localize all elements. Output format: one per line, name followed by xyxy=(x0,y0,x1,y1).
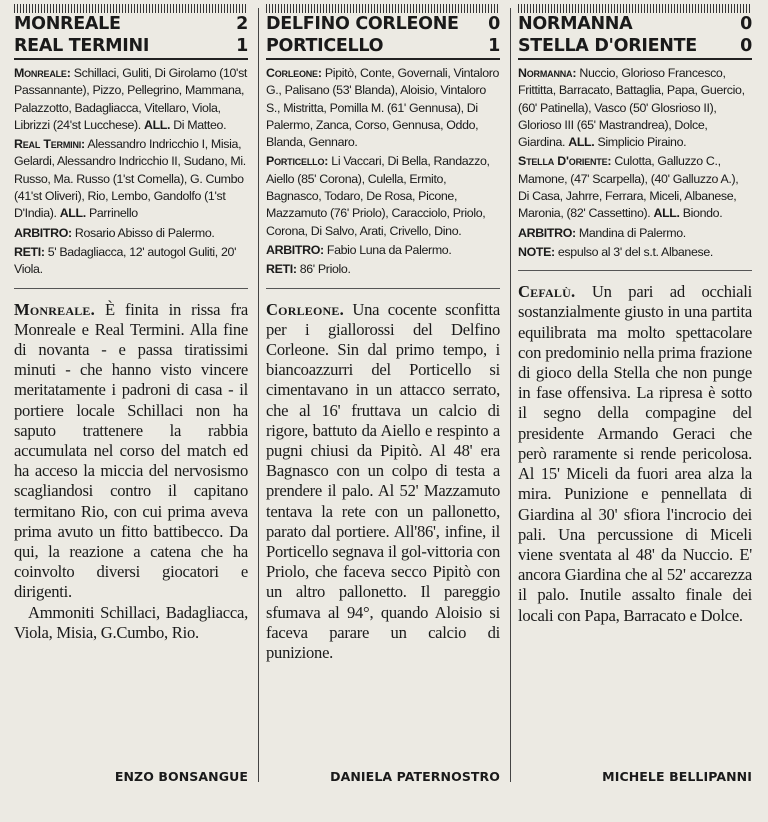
away-lineup-label: Real Termini: xyxy=(14,137,85,152)
header-hatch xyxy=(14,4,248,13)
home-team-score: 2 xyxy=(236,14,248,34)
section-divider xyxy=(14,288,248,289)
header-hatch xyxy=(266,4,500,13)
away-coach: Biondo. xyxy=(682,206,723,221)
goals-block xyxy=(266,261,500,278)
score-row-away xyxy=(14,35,248,60)
column-rule-left xyxy=(258,8,259,782)
referee: Mandina di Palermo. xyxy=(578,225,686,240)
match-sheet xyxy=(266,65,500,279)
match-column-monreale xyxy=(14,0,248,790)
notes-block xyxy=(518,244,752,261)
goals-block xyxy=(14,244,248,279)
report-text: È finita in rissa fra Monreale e Real Termini. Alla fine di novanta - e passa tiratissimi minuti - che hanno visto vincere meritatamente i padroni di casa - il portiere locale Schillaci non ha saputo trattenere la rabbia accumulata nel corso del match ed ha acceso la miccia del nervosismo scagliandosi contro il capitano termitano Rio, con cui prima aveva prima avuto un fitto battibecco. Da qui, la reazione a catena che ha coinvolto diversi giocatori e dirigenti. xyxy=(14,299,248,602)
away-lineup: Culotta, Galluzzo C., Mamone, (47' Scarpella), (40' Galluzzo A.), Di Casa, Jahrre, Ferrara, Miceli, Albanese, Maronia, (82' Cassettino). xyxy=(518,154,739,221)
byline: ENZO BONSANGUE xyxy=(114,769,248,784)
report-paragraph xyxy=(518,282,752,625)
match-column-normanna xyxy=(518,0,752,790)
match-column-corleone xyxy=(266,0,500,790)
home-lineup-label: Monreale: xyxy=(14,66,71,80)
away-team-name: PORTICELLO xyxy=(266,36,384,56)
home-lineup-block xyxy=(518,65,752,151)
report-text: Un pari ad occhiali sostanzialmente giusto in una partita equilibrata ma molto spettacolare con predominio nella prima frazione di gioco della Stella che non punge in fase offensiva. La ripresa è sotto il segno della compagine del presidente Armando Geraci che però raramente si rende pericolosa. Al 15' Miceli da fuori area alza la mira. Punizione e pennellata di Giardina al 30' sfiora l'incrocio dei pali. Una percussione di Miceli viene sventata al 48' da Nuccio. E' ancora Giardina che al 52' accarezza il palo. Inutile assalto finale dei locali con Papa, Barracato e Dolce. xyxy=(518,282,752,625)
away-coach-label: ALL. xyxy=(59,206,86,221)
dateline: Monreale. xyxy=(14,299,95,319)
section-divider xyxy=(266,288,500,289)
home-lineup: Schillaci, Guliti, Di Girolamo (10'st Passannante), Pizzo, Pellegrino, Mammana, Palazzotto, Badagliacca, Vitellaro, Viola, Librizzi (24'st Lucchese). xyxy=(14,66,248,132)
away-lineup: Alessandro Indricchio I, Misia, Gelardi, Alessandro Indricchio II, Sudano, Mi. Russo, Ma. Russo (1'st Comella), G. Cumbo (41'st Oliveri), Rio, Lembo, Gandolfo (1'st D'India). xyxy=(14,137,246,221)
home-team-score: 0 xyxy=(740,14,752,34)
goals: 86' Priolo. xyxy=(299,262,351,277)
section-divider xyxy=(518,270,752,271)
byline: DANIELA PATERNOSTRO xyxy=(330,769,500,784)
away-lineup-block xyxy=(14,136,248,222)
home-team-name: DELFINO CORLEONE xyxy=(266,14,459,34)
home-coach: Simplicio Piraino. xyxy=(597,135,687,150)
home-coach-label: ALL. xyxy=(143,117,171,132)
column-rule-right xyxy=(510,8,511,782)
match-sheet xyxy=(518,65,752,261)
match-report xyxy=(14,300,248,643)
home-team-name: MONREALE xyxy=(14,14,121,34)
report-paragraph xyxy=(266,300,500,664)
away-lineup-block xyxy=(518,153,752,222)
byline: MICHELE BELLIPANNI xyxy=(602,769,752,784)
home-coach: Di Matteo. xyxy=(173,117,227,132)
score-row-away xyxy=(518,35,752,60)
dateline: Corleone. xyxy=(266,299,344,319)
home-lineup-label: Corleone: xyxy=(266,66,322,80)
header-hatch xyxy=(518,4,752,13)
home-lineup: Pipitò, Conte, Governali, Vintaloro G., Palisano (53' Blanda), Aloisio, Vintaloro S., Mistritta, Pomilla M. (61' Gennusa), Di Palermo, Zanca, Corso, Gennusa, Oddo, Blanda, Gennaro. xyxy=(266,66,500,150)
notes-label: NOTE: xyxy=(518,244,555,259)
report-paragraph xyxy=(14,300,248,603)
home-team-score: 0 xyxy=(488,14,500,34)
referee-block xyxy=(14,225,248,242)
away-lineup: Li Vaccari, Di Bella, Randazzo, Aiello (85' Corona), Culella, Ermito, Bagnasco, Todaro, De Rosa, Picone, Mazzamuto (76' Priolo), Caracciolo, Priolo, Corona, Di Salvo, Arati, Crivello, Dino. xyxy=(266,154,490,238)
dateline: Cefalù. xyxy=(518,282,576,302)
score-row-home xyxy=(518,13,752,35)
match-report xyxy=(266,300,500,664)
referee-label: ARBITRO: xyxy=(266,242,324,257)
away-coach-label: ALL. xyxy=(653,206,680,221)
away-lineup-block xyxy=(266,153,500,239)
referee-block xyxy=(266,242,500,259)
home-lineup-label: Normanna: xyxy=(518,66,577,80)
away-team-name: STELLA D'ORIENTE xyxy=(518,36,697,56)
away-lineup-label: Porticello: xyxy=(266,154,329,169)
match-sheet xyxy=(14,65,248,279)
notes: espulso al 3' del s.t. Albanese. xyxy=(557,244,713,259)
away-team-score: 1 xyxy=(488,36,500,56)
away-team-score: 1 xyxy=(236,36,248,56)
report-paragraph: Ammoniti Schillaci, Badagliacca, Viola, Misia, G.Cumbo, Rio. xyxy=(14,602,248,642)
goals-label: RETI: xyxy=(14,244,45,259)
goals: 5' Badagliacca, 12' autogol Guliti, 20' Viola. xyxy=(14,244,237,277)
home-lineup-block xyxy=(14,65,248,134)
score-row-home xyxy=(266,13,500,35)
referee-label: ARBITRO: xyxy=(14,225,72,240)
score-row-home xyxy=(14,13,248,35)
referee-label: ARBITRO: xyxy=(518,225,576,240)
away-coach: Parrinello xyxy=(88,206,138,221)
match-report xyxy=(518,282,752,625)
home-coach-label: ALL. xyxy=(568,135,595,150)
goals-label: RETI: xyxy=(266,262,297,277)
referee: Fabio Luna da Palermo. xyxy=(326,242,452,257)
home-team-name: NORMANNA xyxy=(518,14,633,34)
referee-block xyxy=(518,225,752,242)
score-row-away xyxy=(266,35,500,60)
away-lineup-label: Stella D'oriente: xyxy=(518,154,612,169)
home-lineup-block xyxy=(266,65,500,151)
home-lineup: Nuccio, Glorioso Francesco, Frittitta, Barracato, Battaglia, Papa, Guercio, (60' Patinella), Vasco (50' Glosrioso II), Glorioso III (65' Mastrandrea), Dolce, Giardina. xyxy=(518,66,745,150)
report-text: Una cocente sconfitta per i giallorossi del Delfino Corleone. Sin dal primo tempo, i biancoazzurri del Porticello si cimentavano in un attacco serrato, che al 16' fruttava un calcio di rigore, battuto da Aiello e respinto a pugni chiusi da Pipitò. Al 48' era Bagnasco con un colpo di testa a prendere il palo. Al 52' Mazzamuto tentava la rete con un pallonetto, parato dal portiere. All'86', infine, il Porticello segnava il gol-vittoria con Priolo, che faceva secco Pipitò con un altro pallonetto. Il pareggio sfumava al 94°, quando Aloisio si faceva parare un calcio di punizione. xyxy=(266,299,500,663)
away-team-name: REAL TERMINI xyxy=(14,36,150,56)
referee: Rosario Abisso di Palermo. xyxy=(74,225,215,240)
away-team-score: 0 xyxy=(740,36,752,56)
